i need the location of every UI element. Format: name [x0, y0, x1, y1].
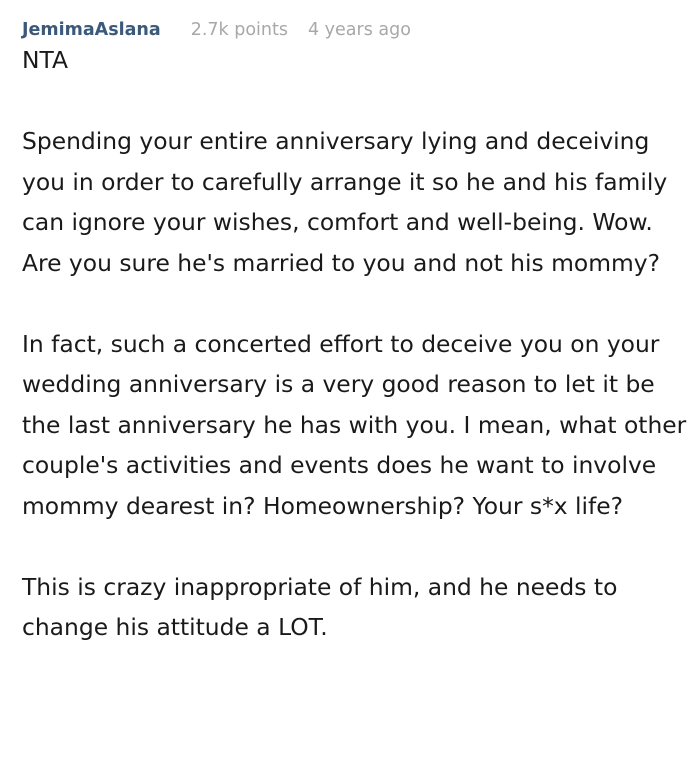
comment-paragraph: This is crazy inappropriate of him, and he needs to change his attitude a LOT.	[22, 572, 618, 641]
comment-paragraph: In fact, such a concerted effort to deceive you on your wedding anniversary is a very good reason to let it be the last anniversary he has with you. I mean, what other couple's activities and events does he want to involve mommy dearest in? Homeownership? Your s*x life?	[22, 329, 687, 520]
comment-body	[22, 40, 692, 648]
comment-paragraph: NTA	[22, 46, 68, 74]
comment-author-link[interactable]: JemimaAslana	[22, 20, 161, 40]
comment-timestamp: 4 years ago	[307, 20, 411, 40]
comment-paragraph: Spending your entire anniversary lying and deceiving you in order to carefully arrange it so he and his family can ignore your wishes, comfort and well-being. Wow. Are you sure he's married to you and not his mommy?	[22, 127, 668, 277]
comment-points: 2.7k points	[190, 20, 288, 40]
comment	[22, 0, 692, 648]
